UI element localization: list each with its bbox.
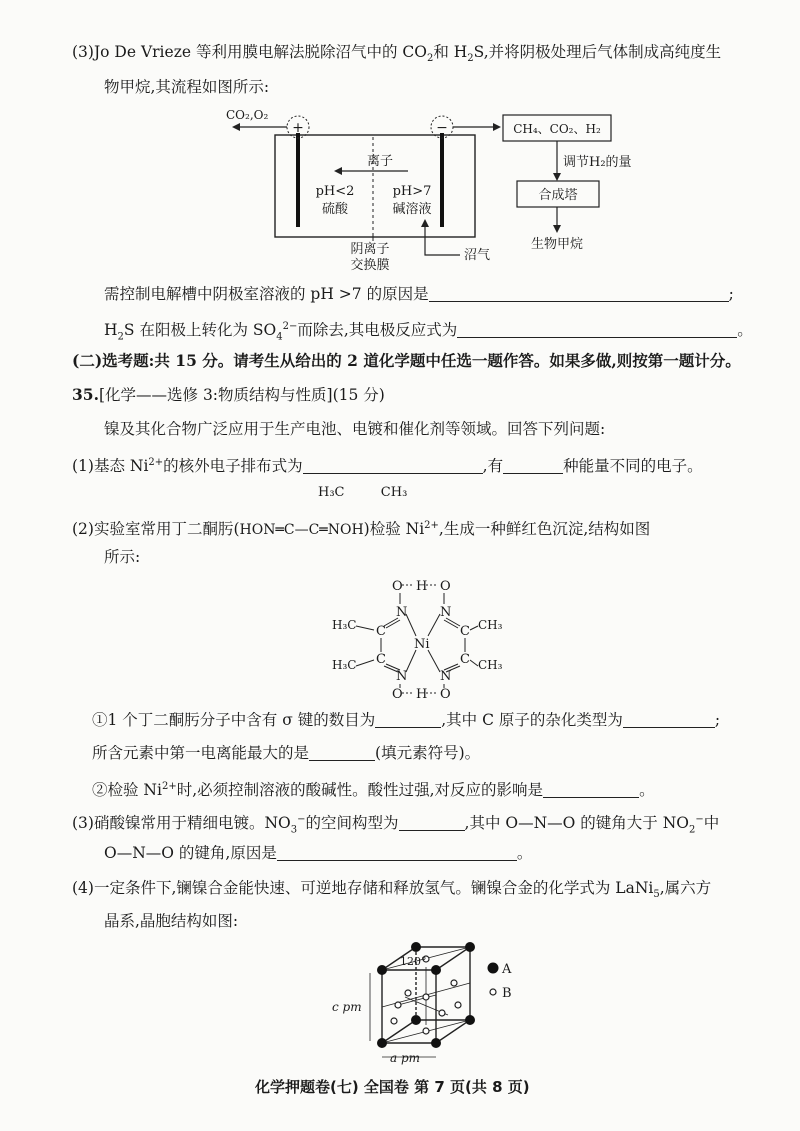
q35-sub1-cont: 所含元素中第一电离能最大的是 (填元素符号)。	[92, 744, 481, 762]
q35-part2-cont: 所示:	[104, 548, 141, 566]
svg-text:H₃C: H₃C	[332, 618, 357, 632]
electrolysis-diagram	[220, 103, 650, 273]
q35-part4-cont: 晶系,晶胞结构如图:	[104, 912, 239, 930]
q35-part4: (4)一定条件下,镧镍合金能快速、可逆地存储和释放氢气。镧镍合金的化学式为 LaNi$_5$,属六方	[72, 879, 712, 901]
svg-text:H₃C: H₃C	[332, 658, 357, 672]
q35-sub2: ②检验 $Ni^{2+}$时,必须控制溶液的酸碱性。酸性过强,对反应的影响是 。	[92, 781, 655, 800]
q35-sub1: ①1 个丁二酮肟分子中含有 σ 键的数目为 ,其中 C 原子的杂化类型为 ;	[92, 711, 721, 729]
svg-text:N: N	[440, 605, 452, 620]
anode-plus: +	[292, 120, 304, 136]
right-solution: 碱溶液	[392, 202, 432, 217]
answer-blank-electrode[interactable]	[457, 321, 737, 338]
tower-label: 合成塔	[538, 188, 578, 203]
svg-text:CH₃: CH₃	[478, 658, 503, 672]
nickel-complex-structure	[330, 572, 520, 702]
left-ph: pH<2	[315, 184, 355, 199]
answer-blank-config[interactable]	[303, 457, 483, 474]
q35-intro: 镍及其化合物广泛应用于生产电池、电镀和催化剂等领域。回答下列问题:	[104, 420, 606, 438]
svg-text:CH₃: CH₃	[478, 618, 503, 632]
c-pm-label: c pm	[332, 1000, 362, 1014]
svg-text:C: C	[376, 652, 386, 667]
h2s-question: $H_2S$ 在阳极上转化为 $SO_4^{2-}$而除去,其电极反应式为 。	[104, 321, 753, 343]
a-pm-label: a pm	[390, 1051, 421, 1065]
q35-part2: (2)实验室常用丁二酮肟(HON═C—C═NOH)检验 $Ni^{2+}$,生成一种鲜红色沉淀,结构如图	[72, 520, 651, 539]
section-2-heading: (二)选考题:共 15 分。请考生从给出的 2 道化学题中任选一题作答。如果多做,则按第一题计分。	[72, 351, 741, 370]
gas-box-label: CH₄、CO₂、H₂	[513, 122, 601, 136]
svg-text:H: H	[416, 687, 428, 702]
q35-part3-cont: O—N—O 的键角,原因是 。	[104, 844, 533, 862]
ph-question: 需控制电解槽中阴极室溶液的 pH >7 的原因是 ;	[104, 285, 734, 303]
svg-text:O: O	[440, 687, 451, 702]
adjust-label: 调节H₂的量	[563, 155, 632, 170]
q3-line2: 物甲烷,其流程如图所示:	[104, 78, 270, 96]
cathode-minus: −	[436, 120, 448, 136]
answer-blank-ionization[interactable]	[309, 744, 375, 761]
q35-part3: (3)硝酸镍常用于精细电镀。$NO_3^-$的空间构型为 ,其中 O—N—O 的键角大于 $NO_2^-$中	[72, 814, 720, 836]
ion-label: 离子	[366, 154, 394, 169]
co2-o2-label: CO₂,O₂	[226, 108, 269, 122]
answer-blank-hybrid[interactable]	[623, 711, 715, 728]
svg-text:C: C	[376, 624, 386, 639]
left-solution: 硫酸	[321, 202, 349, 217]
formula-substituents: H₃C CH₃	[318, 485, 408, 500]
q35-title: 35.[化学——选修 3:物质结构与性质](15 分)	[72, 385, 385, 404]
svg-text:C: C	[460, 652, 470, 667]
svg-text:N: N	[396, 669, 408, 684]
svg-text:O: O	[392, 687, 403, 702]
biogas-label: 沼气	[464, 248, 491, 263]
membrane-label-2: 交换膜	[350, 258, 390, 273]
answer-blank-geometry[interactable]	[399, 814, 465, 831]
dimethylglyoxime-formula: HON═C—C═NOH	[239, 522, 364, 539]
svg-text:H: H	[416, 579, 428, 594]
angle-label: 120°	[400, 955, 427, 968]
membrane-label-1: 阴离子	[350, 242, 390, 257]
svg-text:C: C	[460, 624, 470, 639]
legend-a: A	[502, 962, 512, 977]
svg-text:N: N	[440, 669, 452, 684]
svg-text:O: O	[440, 579, 451, 594]
answer-blank-angle[interactable]	[277, 844, 517, 861]
answer-blank-sigma[interactable]	[375, 711, 441, 728]
q3-line1: (3)Jo De Vrieze 等利用膜电解法脱除沼气中的 $CO_2$和 $H_2S$,并将阴极处理后气体制成高纯度生	[72, 43, 722, 65]
svg-text:N: N	[396, 605, 408, 620]
right-ph: pH>7	[392, 184, 432, 199]
answer-blank-energy[interactable]	[503, 457, 563, 474]
crystal-cell-diagram	[330, 935, 530, 1065]
page-footer: 化学押题卷(七) 全国卷 第 7 页(共 8 页)	[255, 1078, 530, 1096]
q35-part1: (1)基态 $Ni^{2+}$的核外电子排布式为 ,有 种能量不同的电子。	[72, 457, 703, 476]
answer-blank-ph[interactable]	[429, 285, 729, 302]
svg-text:Ni: Ni	[414, 637, 430, 652]
svg-text:O: O	[392, 579, 403, 594]
product-label: 生物甲烷	[530, 237, 584, 252]
answer-blank-acidity[interactable]	[543, 781, 639, 798]
legend-b: B	[502, 986, 512, 1001]
